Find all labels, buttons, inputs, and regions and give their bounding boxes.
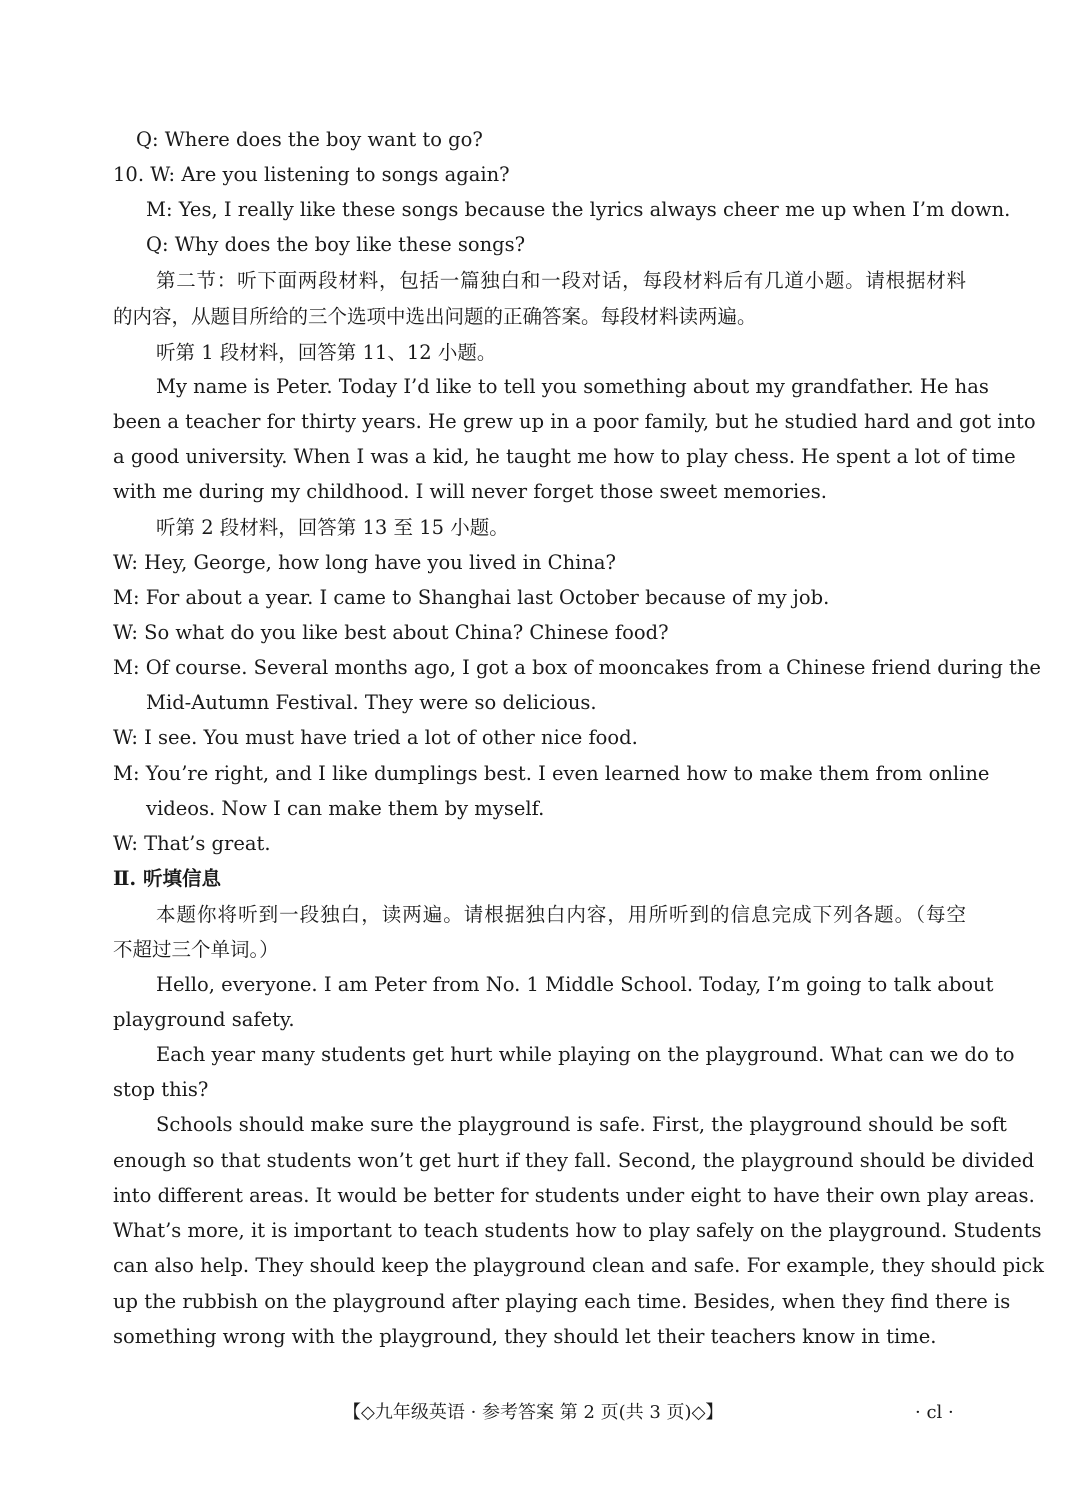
part2-instruction: 本题你将听到一段独白，读两遍。请根据独白内容，用所听到的信息完成下列各题。（每空 <box>156 903 966 926</box>
material2-heading: 听第 2 段材料，回答第 13 至 15 小题。 <box>156 516 509 539</box>
dialogue-line: Mid-Autumn Festival. They were so delicious. <box>146 691 597 714</box>
monologue-line: Each year many students get hurt while playing on the playground. What can we do to <box>156 1043 1015 1066</box>
monologue-line: stop this? <box>113 1078 209 1101</box>
dialogue-line: M: For about a year. I came to Shanghai last October because of my job. <box>113 586 830 609</box>
dialogue-line: videos. Now I can make them by myself. <box>146 797 545 820</box>
material1-heading: 听第 1 段材料，回答第 11、12 小题。 <box>156 341 497 364</box>
monologue-line: can also help. They should keep the playground clean and safe. For example, they should pick <box>113 1254 1045 1277</box>
page-footer: 【◇九年级英语 · 参考答案 第 2 页(共 3 页)◇】 <box>343 1402 724 1423</box>
section2-instruction: 第二节：听下面两段材料，包括一篇独白和一段对话，每段材料后有几道小题。请根据材料 <box>156 269 966 292</box>
q9-question: Q: Where does the boy want to go? <box>136 128 483 151</box>
dialogue-line: W: So what do you like best about China? Chinese food? <box>113 621 669 644</box>
dialogue-line: W: I see. You must have tried a lot of other nice food. <box>113 726 638 749</box>
monologue-line: something wrong with the playground, they should let their teachers know in time. <box>113 1325 937 1348</box>
section2-instruction-cont: 的内容，从题目所给的三个选项中选出问题的正确答案。每段材料读两遍。 <box>113 305 757 328</box>
q10-man-line: M: Yes, I really like these songs because the lyrics always cheer me up when I’m down. <box>146 198 1011 221</box>
page-code: · cl · <box>915 1402 954 1423</box>
monologue-line: enough so that students won’t get hurt if they fall. Second, the playground should be divided <box>113 1149 1035 1172</box>
part2-instruction-cont: 不超过三个单词。） <box>113 938 279 961</box>
monologue-line: Schools should make sure the playground is safe. First, the playground should be soft <box>156 1113 1007 1136</box>
part2-heading: Ⅱ. 听填信息 <box>113 867 222 890</box>
monologue-line: up the rubbish on the playground after playing each time. Besides, when they find there is <box>113 1290 1011 1313</box>
dialogue-line: M: Of course. Several months ago, I got a box of mooncakes from a Chinese friend during the <box>113 656 1041 679</box>
monologue-line: into different areas. It would be better for students under eight to have their own play areas. <box>113 1184 1035 1207</box>
monologue-line: What’s more, it is important to teach students how to play safely on the playground. Students <box>113 1219 1042 1242</box>
material1-text-line: My name is Peter. Today I’d like to tell you something about my grandfather. He has <box>156 375 989 398</box>
q10-woman-line: 10. W: Are you listening to songs again? <box>113 163 510 186</box>
monologue-line: playground safety. <box>113 1008 295 1031</box>
dialogue-line: M: You’re right, and I like dumplings best. I even learned how to make them from online <box>113 762 990 785</box>
monologue-line: Hello, everyone. I am Peter from No. 1 Middle School. Today, I’m going to talk about <box>156 973 994 996</box>
dialogue-line: W: Hey, George, how long have you lived in China? <box>113 551 617 574</box>
material1-text-line: with me during my childhood. I will never forget those sweet memories. <box>113 480 827 503</box>
dialogue-line: W: That’s great. <box>113 832 271 855</box>
material1-text-line: a good university. When I was a kid, he taught me how to play chess. He spent a lot of time <box>113 445 1016 468</box>
material1-text-line: been a teacher for thirty years. He grew up in a poor family, but he studied hard and got into <box>113 410 1036 433</box>
q10-question: Q: Why does the boy like these songs? <box>146 233 526 256</box>
